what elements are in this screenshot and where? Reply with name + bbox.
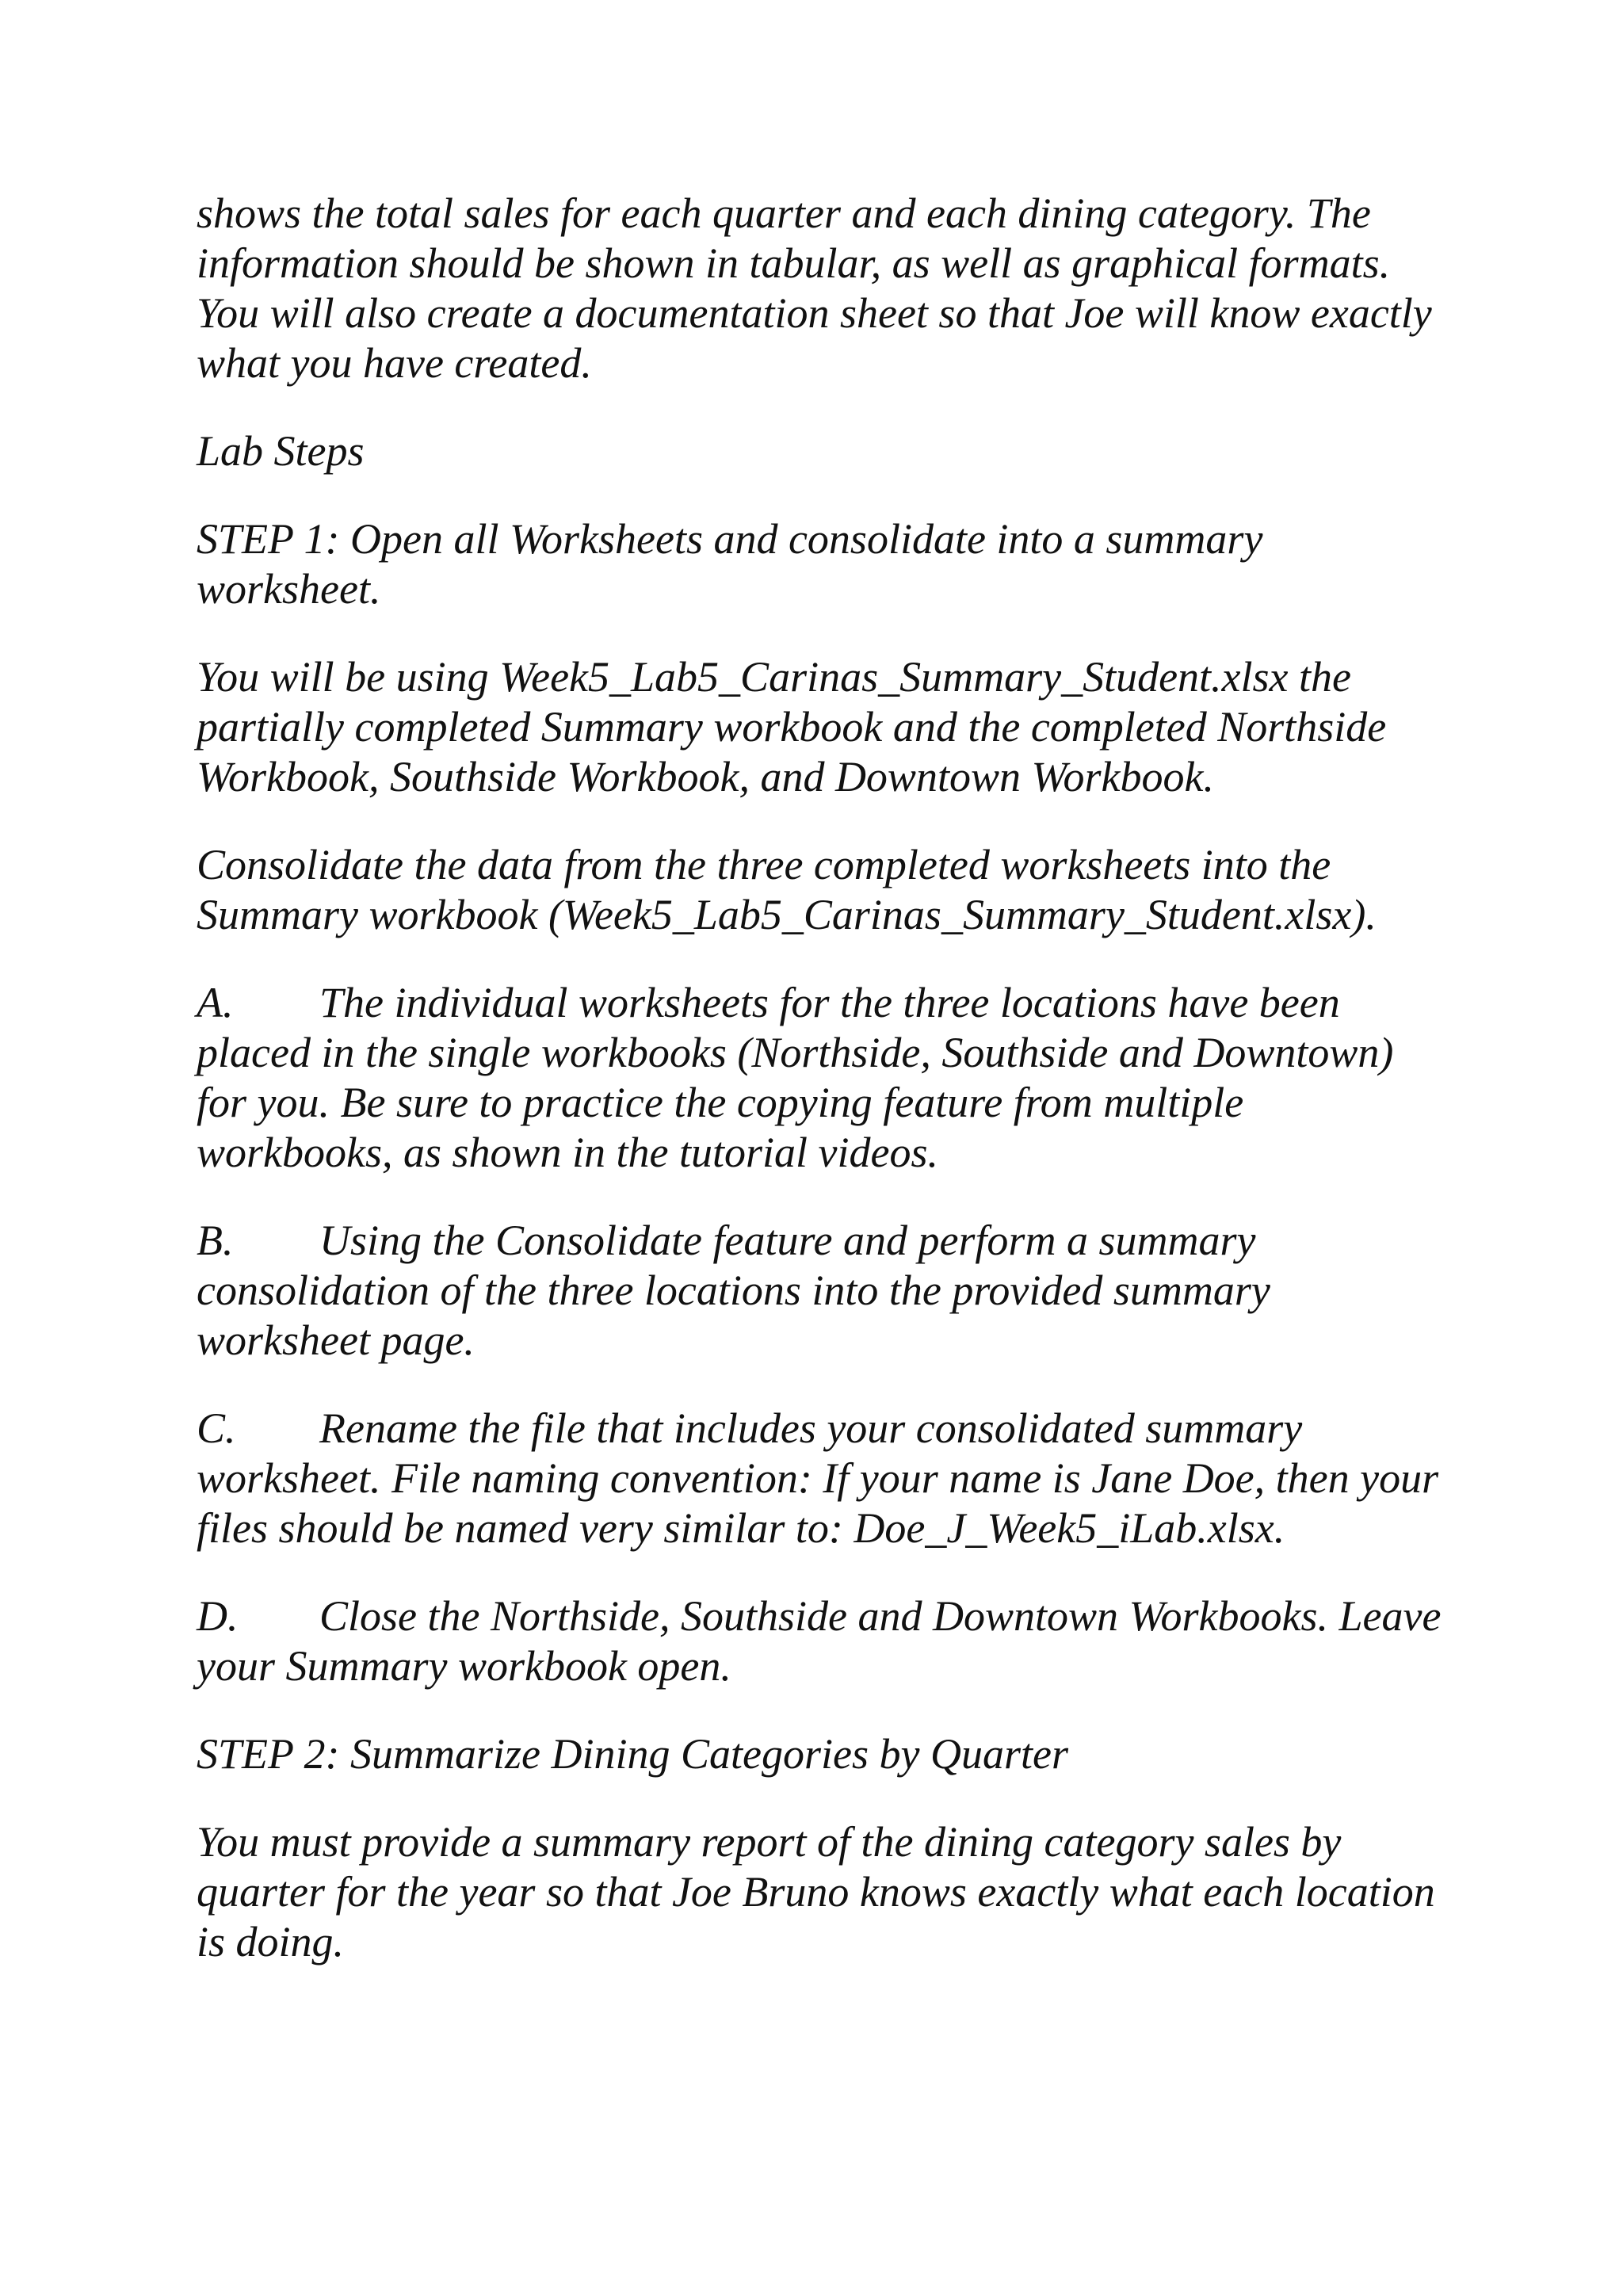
list-item-label: B.	[197, 1217, 234, 1264]
step1-heading: STEP 1: Open all Worksheets and consolidate into a summary worksheet.	[197, 515, 1263, 613]
document-body	[197, 189, 1449, 2005]
list-item-label: C.	[197, 1404, 236, 1452]
list-item-label: A.	[197, 979, 234, 1026]
list-item-text: Using the Consolidate feature and perform a summary consolidation of the three locations into the provided summary worksheet page.	[197, 1217, 1270, 1364]
list-item-label: D.	[197, 1592, 239, 1640]
list-item-d	[197, 1591, 1449, 1691]
list-item-a	[197, 978, 1449, 1178]
step2-heading: STEP 2: Summarize Dining Categories by Quarter	[197, 1730, 1068, 1778]
lab-steps-heading: Lab Steps	[197, 427, 365, 475]
list-item-c	[197, 1404, 1449, 1553]
list-item-text: The individual worksheets for the three locations have been placed in the single workbooks (Northside, Southside and Downtown) for you. Be sure to practice the copying feature from multiple workbooks, as shown in the tutorial videos.	[197, 979, 1394, 1176]
intro-paragraph: shows the total sales for each quarter and each dining category. The information should be shown in tabular, as well as graphical formats. You will also create a documentation sheet so that Joe will know exactly what you have created.	[197, 189, 1432, 387]
list-item-text: Close the Northside, Southside and Downtown Workbooks. Leave your Summary workbook open.	[197, 1592, 1442, 1690]
step1-paragraph-files: You will be using Week5_Lab5_Carinas_Summary_Student.xlsx the partially completed Summary workbook and the completed Northside Workbook, Southside Workbook, and Downtown Workbook.	[197, 653, 1387, 800]
step1-paragraph-consolidate: Consolidate the data from the three completed worksheets into the Summary workbook (Week5_Lab5_Carinas_Summary_Student.xlsx).	[197, 841, 1377, 938]
list-item-b	[197, 1216, 1449, 1366]
step2-paragraph: You must provide a summary report of the dining category sales by quarter for the year so that Joe Bruno knows exactly what each location is doing.	[197, 1818, 1435, 1966]
list-item-text: Rename the file that includes your consolidated summary worksheet. File naming convention: If your name is Jane Doe, then your files should be named very similar to: Doe_J_Week5_iLab.xlsx.	[197, 1404, 1439, 1552]
